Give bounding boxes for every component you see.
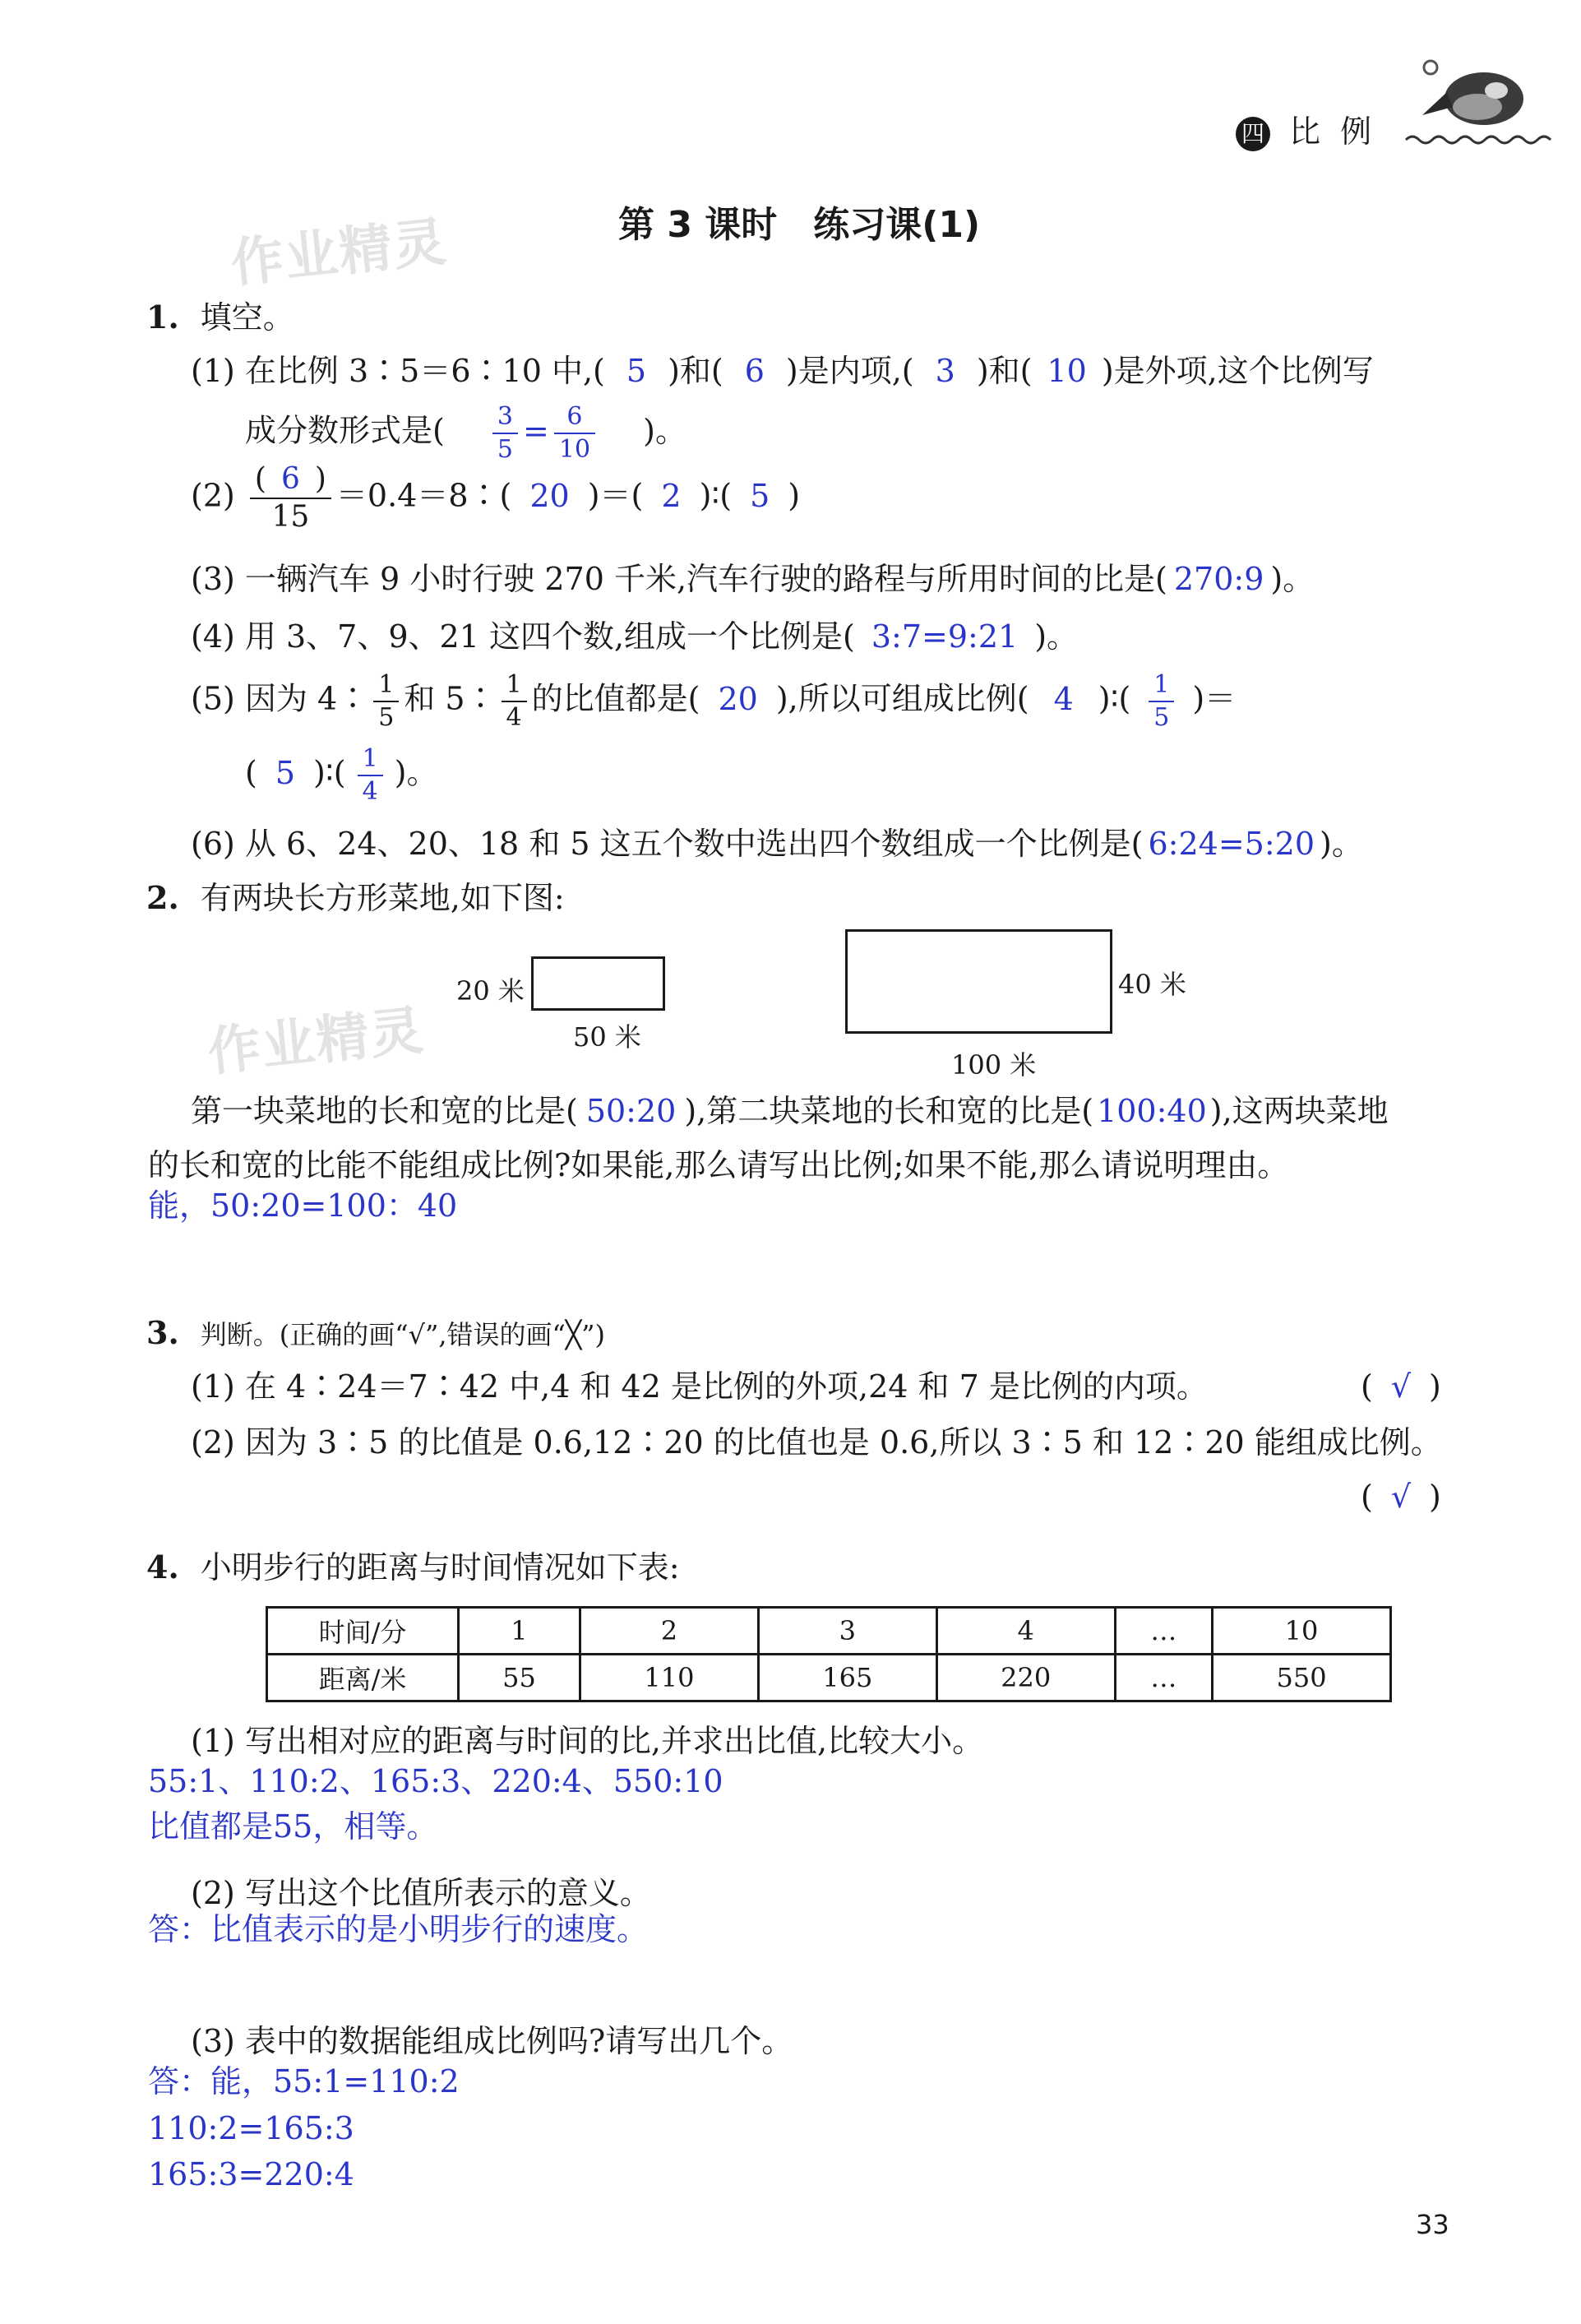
- answer: 6: [744, 353, 765, 389]
- table-row: [267, 1608, 1391, 1655]
- fraction-denominator: 10: [554, 433, 595, 462]
- q4-sub3-answer-3: 165:3=220:4: [148, 2156, 354, 2192]
- part-label: (3): [191, 2023, 235, 2059]
- watermark: 作业精灵: [205, 1000, 428, 1084]
- q4-sub2-answer: 答：比值表示的是小明步行的速度。: [148, 1911, 649, 1947]
- fraction-denominator: 4: [502, 701, 527, 730]
- answer: 6:24=5:20: [1148, 826, 1315, 862]
- question-1-heading: [146, 298, 294, 337]
- answer: 50:20: [585, 1093, 677, 1129]
- page-title: 第 3 课时 练习课(1): [618, 204, 981, 246]
- question-number: 2.: [146, 879, 179, 916]
- text: 在比例 3∶5＝6∶10 中,(: [244, 353, 605, 389]
- fraction-denominator: 15: [250, 498, 331, 532]
- q3-statement-1: [191, 1367, 1208, 1406]
- fraction-numerator: 6: [566, 402, 583, 431]
- text: ),所以可组成比例(: [775, 680, 1029, 717]
- question-3-heading: [146, 1313, 605, 1354]
- q1-part5-line2: [245, 744, 438, 806]
- rectangle-large-height-label: 40 米: [1118, 969, 1186, 1000]
- rectangle-small-height-label: 20 米: [456, 975, 525, 1007]
- q1-part1-line2: [245, 402, 686, 464]
- text: 和 5∶: [404, 680, 497, 717]
- text: ),这两块菜地: [1209, 1093, 1389, 1129]
- text: 一辆汽车 9 小时行驶 270 千米,汽车行驶的路程与所用时间的比是(: [244, 561, 1167, 597]
- fraction-numerator: 1: [506, 670, 522, 699]
- text: )＝(: [587, 477, 644, 514]
- answer-fraction-equation: [488, 402, 610, 464]
- fraction-denominator: 5: [492, 433, 518, 462]
- q2-line1: [191, 1091, 1389, 1131]
- answer-check-mark: √: [1390, 1479, 1412, 1515]
- table-cell: 10: [1213, 1608, 1391, 1655]
- text: ): [788, 477, 801, 514]
- part-label: (3): [191, 561, 235, 597]
- table-cell: 220: [936, 1655, 1115, 1701]
- text: )和(: [976, 353, 1033, 389]
- question-number: 4.: [146, 1549, 179, 1586]
- part-label: (1): [191, 1368, 235, 1405]
- text: ): [1429, 1479, 1441, 1515]
- text: ＝0.4＝8∶(: [335, 477, 512, 514]
- text: 因为 3∶5 的比值是 0.6,12∶20 的比值也是 0.6,所以 3∶5 和 12∶20 能组成比例。: [244, 1424, 1442, 1461]
- text: ),第二块菜地的长和宽的比是(: [684, 1093, 1094, 1129]
- distance-time-table: [266, 1606, 1392, 1702]
- q3-judgement-1: [1361, 1367, 1441, 1406]
- text: )。: [1034, 618, 1079, 655]
- text: ): [314, 462, 326, 496]
- q2-line2: 的长和宽的比能不能组成比例?如果能,那么请写出比例;如果不能,那么请说明理由。: [148, 1147, 1289, 1183]
- fraction-numerator: 3: [497, 402, 514, 431]
- table-cell: 110: [580, 1655, 758, 1701]
- part-label: (2): [191, 1424, 235, 1461]
- fraction-denominator: 5: [373, 701, 399, 730]
- text: )∶(: [313, 754, 346, 791]
- equals-sign: =: [523, 412, 549, 449]
- part-label: (1): [191, 353, 235, 389]
- rectangle-small: [531, 956, 665, 1011]
- answer: 10: [1047, 353, 1087, 389]
- table-cell: 1: [459, 1608, 580, 1655]
- text: (: [1361, 1479, 1373, 1515]
- text: )和(: [668, 353, 723, 389]
- watermark: 作业精灵: [228, 211, 451, 295]
- text: )。: [394, 754, 438, 791]
- question-number: 1.: [146, 299, 179, 336]
- fraction-denominator: 4: [358, 775, 383, 804]
- table-cell: 165: [758, 1655, 936, 1701]
- text: 用 3、7、9、21 这四个数,组成一个比例是(: [244, 618, 855, 655]
- part-label: (5): [191, 680, 235, 717]
- table-cell: 距离/米: [267, 1655, 459, 1701]
- text: )＝: [1192, 680, 1237, 717]
- answer-check-mark: √: [1390, 1368, 1412, 1405]
- answer: 6: [280, 462, 300, 496]
- rectangle-large: [845, 929, 1112, 1034]
- answer: 3: [935, 353, 955, 389]
- table-cell: 4: [936, 1608, 1115, 1655]
- question-number: 3.: [146, 1314, 179, 1351]
- text: 从 6、24、20、18 和 5 这五个数中选出四个数组成一个比例是(: [244, 826, 1144, 862]
- q1-part4: [191, 617, 1078, 656]
- question-text: 填空。: [200, 299, 294, 336]
- q1-part2: [191, 462, 801, 534]
- fraction-denominator: 5: [1149, 701, 1174, 730]
- chapter-title: 比 例: [1289, 113, 1377, 150]
- fraction-numerator: 1: [378, 670, 395, 699]
- question-text: 小明步行的距离与时间情况如下表:: [200, 1549, 680, 1586]
- answer: 100:40: [1097, 1093, 1207, 1129]
- question-text: 判断。(正确的画“√”,错误的画“╳”): [200, 1319, 606, 1350]
- text: )。: [643, 412, 686, 449]
- answer: 20: [718, 680, 758, 717]
- q4-sub1-answer-1: 55:1、110:2、165:3、220:4、550:10: [148, 1763, 723, 1799]
- table-cell: 550: [1213, 1655, 1391, 1701]
- answer: 5: [750, 477, 770, 514]
- part-label: (1): [191, 1723, 235, 1759]
- fraction-numerator: 1: [362, 744, 378, 773]
- part-label: (4): [191, 618, 235, 655]
- text: )是外项,这个比例写: [1101, 353, 1374, 389]
- text: 写出相对应的距离与时间的比,并求出比值,比较大小。: [244, 1723, 984, 1759]
- text: 第一块菜地的长和宽的比是(: [191, 1093, 578, 1129]
- text: 因为 4∶: [244, 680, 369, 717]
- q4-sub1: [191, 1721, 983, 1761]
- text: )是内项,(: [785, 353, 914, 389]
- text: ): [1429, 1368, 1441, 1405]
- answer: 4: [1053, 680, 1074, 717]
- q1-part3: [191, 559, 1314, 599]
- text: 表中的数据能组成比例吗?请写出几个。: [244, 2023, 793, 2059]
- header-decoration: [1402, 49, 1554, 148]
- table-cell: 3: [758, 1608, 936, 1655]
- part-label: (2): [191, 1875, 235, 1911]
- q4-sub3-answer-2: 110:2=165:3: [148, 2110, 354, 2146]
- q1-part1-line1: [191, 351, 1374, 391]
- table-cell: 2: [580, 1608, 758, 1655]
- question-2-heading: [146, 878, 565, 918]
- text: )。: [1270, 561, 1315, 597]
- text: )。: [1320, 826, 1363, 862]
- q1-part5-line1: [191, 670, 1237, 732]
- answer: 3:7=9:21: [871, 618, 1019, 655]
- answer: 5: [275, 754, 296, 791]
- q3-judgement-2: [1361, 1477, 1441, 1516]
- table-row: [267, 1655, 1391, 1701]
- q4-sub3-answer-1: 答：能，55:1=110:2: [148, 2063, 460, 2099]
- table-cell: …: [1115, 1655, 1212, 1701]
- rectangle-small-width-label: 50 米: [573, 1021, 641, 1053]
- text: 的比值都是(: [531, 680, 700, 717]
- part-label: (6): [191, 826, 235, 862]
- q4-sub3: [191, 2021, 793, 2061]
- rectangle-large-width-label: 100 米: [951, 1049, 1037, 1081]
- text: )∶(: [1098, 680, 1131, 717]
- fraction-numerator: 1: [1153, 670, 1170, 699]
- question-4-heading: [146, 1548, 680, 1587]
- question-text: 有两块长方形菜地,如下图:: [200, 880, 565, 916]
- text: 写出这个比值所表示的意义。: [244, 1875, 651, 1911]
- answer: 2: [661, 477, 682, 514]
- q3-statement-2: [191, 1423, 1442, 1462]
- part-label: (2): [191, 477, 235, 514]
- text: 在 4∶24＝7∶42 中,4 和 42 是比例的外项,24 和 7 是比例的内项。: [244, 1368, 1208, 1405]
- page-number: 33: [1416, 2209, 1449, 2240]
- chapter-badge: 四: [1236, 117, 1270, 151]
- text: )∶(: [699, 477, 733, 514]
- q4-sub1-answer-2: 比值都是55，相等。: [148, 1808, 438, 1845]
- text: 成分数形式是(: [245, 412, 445, 449]
- text: (: [254, 462, 266, 496]
- answer: 5: [626, 353, 647, 389]
- q2-answer: 能，50:20=100：40: [148, 1187, 458, 1224]
- answer: 270:9: [1173, 561, 1264, 597]
- text: (: [245, 754, 257, 791]
- answer: 20: [529, 477, 570, 514]
- q4-sub2: [191, 1873, 651, 1913]
- table-cell: …: [1115, 1608, 1212, 1655]
- bird-illustration-icon: [1402, 49, 1554, 148]
- table-cell: 时间/分: [267, 1608, 459, 1655]
- q1-part6: [191, 824, 1363, 863]
- table-cell: 55: [459, 1655, 580, 1701]
- text: (: [1361, 1368, 1373, 1405]
